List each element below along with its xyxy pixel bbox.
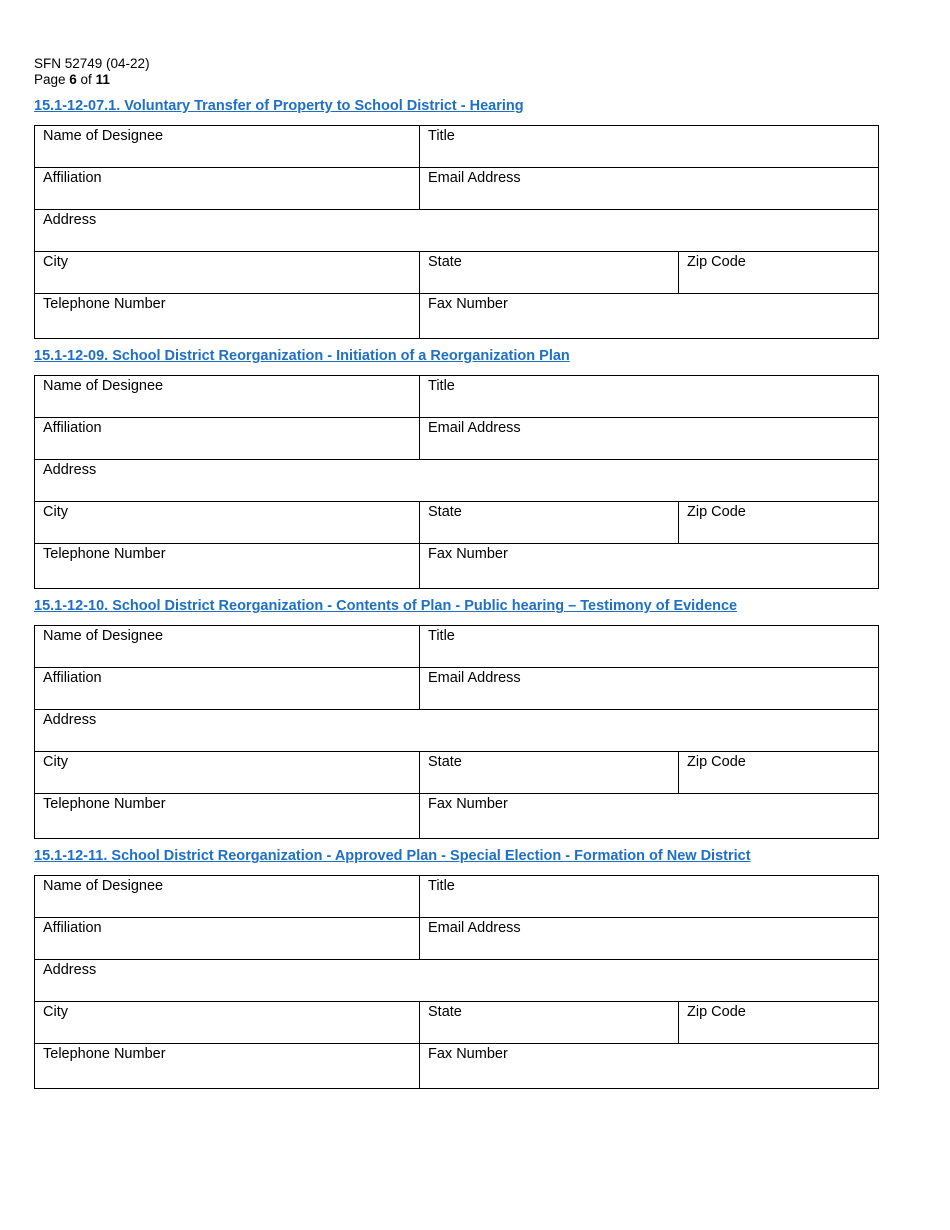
form-row: [35, 876, 878, 917]
page-total: 11: [95, 72, 110, 87]
title-field[interactable]: Title: [419, 126, 878, 167]
title-field[interactable]: Title: [419, 376, 878, 417]
designee-section-4: [34, 847, 879, 1089]
zip-code-field[interactable]: Zip Code: [678, 252, 878, 293]
form-id: SFN 52749 (04-22): [34, 56, 150, 71]
address-field[interactable]: Address: [43, 712, 97, 728]
designee-section-2: [34, 347, 879, 589]
form-row: [35, 459, 878, 501]
email-address-field[interactable]: Email Address: [419, 918, 878, 959]
telephone-number-field[interactable]: Telephone Number: [43, 546, 166, 562]
state-field[interactable]: State: [419, 252, 678, 293]
telephone-number-field[interactable]: Telephone Number: [43, 1046, 166, 1062]
affiliation-field[interactable]: Affiliation: [43, 670, 102, 686]
zip-code-field[interactable]: Zip Code: [678, 752, 878, 793]
form-row: [35, 417, 878, 459]
designee-section-1: [34, 97, 879, 339]
affiliation-field[interactable]: Affiliation: [43, 420, 102, 436]
name-of-designee-field[interactable]: Name of Designee: [43, 128, 164, 144]
section-heading-link[interactable]: 15.1-12-09. School District Reorganization - Initiation of a Reorganization Plan: [34, 348, 570, 364]
telephone-number-field[interactable]: Telephone Number: [43, 796, 166, 812]
name-of-designee-field[interactable]: Name of Designee: [43, 378, 164, 394]
form-row: [35, 1001, 878, 1043]
name-of-designee-field[interactable]: Name of Designee: [43, 878, 164, 894]
address-field[interactable]: Address: [43, 462, 97, 478]
page-number: Page 6 of 11: [34, 72, 110, 87]
designee-form-table: [34, 375, 879, 589]
section-heading-link[interactable]: 15.1-12-11. School District Reorganization - Approved Plan - Special Election - Formation of New District: [34, 848, 751, 864]
form-row: [35, 251, 878, 293]
city-field[interactable]: City: [43, 504, 68, 520]
form-row: [35, 626, 878, 667]
form-row: [35, 959, 878, 1001]
state-field[interactable]: State: [419, 502, 678, 543]
email-address-field[interactable]: Email Address: [419, 418, 878, 459]
address-field[interactable]: Address: [43, 962, 97, 978]
form-row: [35, 1043, 878, 1088]
state-field[interactable]: State: [419, 1002, 678, 1043]
form-row: [35, 167, 878, 209]
email-address-field[interactable]: Email Address: [419, 668, 878, 709]
affiliation-field[interactable]: Affiliation: [43, 170, 102, 186]
city-field[interactable]: City: [43, 1004, 68, 1020]
form-row: [35, 917, 878, 959]
section-heading-link[interactable]: 15.1-12-07.1. Voluntary Transfer of Property to School District - Hearing: [34, 98, 524, 114]
form-row: [35, 126, 878, 167]
form-row: [35, 501, 878, 543]
page-current: 6: [69, 72, 77, 87]
page-header: [34, 56, 150, 88]
name-of-designee-field[interactable]: Name of Designee: [43, 628, 164, 644]
designee-form-table: [34, 875, 879, 1089]
designee-form-table: [34, 125, 879, 339]
city-field[interactable]: City: [43, 254, 68, 270]
zip-code-field[interactable]: Zip Code: [678, 502, 878, 543]
form-row: [35, 709, 878, 751]
form-row: [35, 667, 878, 709]
form-row: [35, 376, 878, 417]
state-field[interactable]: State: [419, 752, 678, 793]
section-heading-link[interactable]: 15.1-12-10. School District Reorganization - Contents of Plan - Public hearing – Testimony of Evidence: [34, 598, 738, 614]
title-field[interactable]: Title: [419, 626, 878, 667]
designee-form-table: [34, 625, 879, 839]
affiliation-field[interactable]: Affiliation: [43, 920, 102, 936]
fax-number-field[interactable]: Fax Number: [419, 544, 878, 588]
telephone-number-field[interactable]: Telephone Number: [43, 296, 166, 312]
form-row: [35, 543, 878, 588]
email-address-field[interactable]: Email Address: [419, 168, 878, 209]
form-row: [35, 293, 878, 338]
zip-code-field[interactable]: Zip Code: [678, 1002, 878, 1043]
fax-number-field[interactable]: Fax Number: [419, 1044, 878, 1088]
form-row: [35, 793, 878, 838]
fax-number-field[interactable]: Fax Number: [419, 794, 878, 838]
form-row: [35, 209, 878, 251]
designee-section-3: [34, 597, 879, 839]
form-row: [35, 751, 878, 793]
fax-number-field[interactable]: Fax Number: [419, 294, 878, 338]
city-field[interactable]: City: [43, 754, 68, 770]
title-field[interactable]: Title: [419, 876, 878, 917]
address-field[interactable]: Address: [43, 212, 97, 228]
